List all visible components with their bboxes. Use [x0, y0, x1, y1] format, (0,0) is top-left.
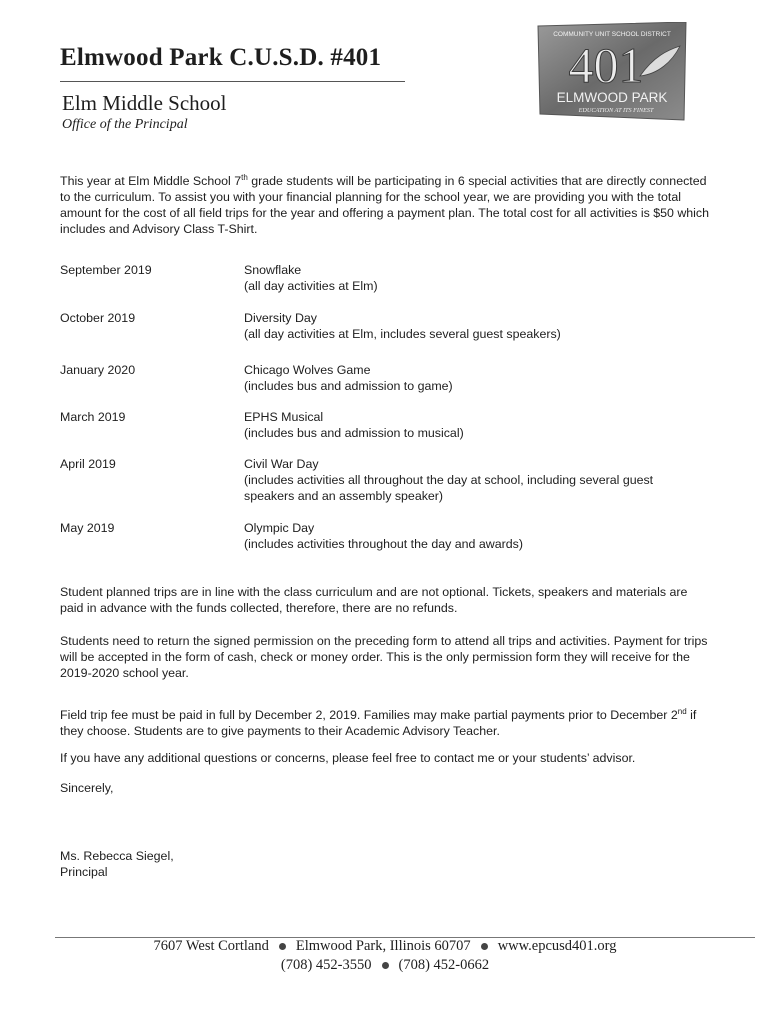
intro-paragraph: This year at Elm Middle School 7th grade students will be participating in 6 special activities that are directly connected to the curriculum. To assist you with your financial planning for the school year, we are providing you with the total amount for the cost of all field trips for the year and offering a payment plan. The total cost for all activities is $50 which includes and Advisory Class T-Shirt. — [60, 173, 710, 237]
permission-paragraph: Students need to return the signed permission on the preceding form to attend all trips and activities. Payment for trips will be accepted in the form of cash, check or money order. This is the only permission form they will receive for the 2019-2020 school year. — [60, 634, 708, 680]
trip-details: (includes activities all throughout the day at school, including several guest speakers and an assembly speaker) — [244, 473, 654, 503]
header-divider — [60, 81, 405, 82]
school-name: Elm Middle School — [62, 91, 227, 115]
district-name: Elmwood Park C.U.S.D. #401 — [60, 44, 382, 71]
trip-details: (all day activities at Elm, includes several guest speakers) — [244, 327, 561, 341]
trip-name: Olympic Day — [244, 521, 315, 535]
trip-date: April 2019 — [60, 457, 116, 471]
trip-name: Snowflake — [244, 263, 302, 277]
trip-name: Chicago Wolves Game — [244, 363, 371, 377]
logo-tagline: EDUCATION AT ITS FINEST — [578, 107, 654, 114]
trip-name: Diversity Day — [244, 311, 317, 325]
logo-number: 401 — [568, 37, 644, 93]
signer-title: Principal — [60, 865, 108, 879]
trip-date: January 2020 — [60, 363, 136, 377]
trip-date: October 2019 — [60, 311, 136, 325]
logo-top-text: COMMUNITY UNIT SCHOOL DISTRICT — [553, 31, 671, 38]
footer-phone-line — [0, 956, 770, 975]
trips-policy-paragraph: Student planned trips are in line with the class curriculum and are not optional. Tickets, speakers and materials are paid in advance with the funds collected, therefore, there are no refunds. — [60, 585, 688, 615]
trip-date: May 2019 — [60, 521, 115, 535]
office-line: Office of the Principal — [62, 117, 188, 132]
footer-website: www.epcusd401.org — [497, 938, 617, 954]
trip-name: EPHS Musical — [244, 410, 324, 424]
footer-street: 7607 West Cortland — [153, 938, 269, 954]
trip-date: September 2019 — [60, 263, 152, 277]
trip-name: Civil War Day — [244, 457, 319, 471]
trip-details: (includes bus and admission to musical) — [244, 426, 464, 440]
footer-fax: (708) 452-0662 — [398, 957, 490, 973]
trip-date: March 2019 — [60, 410, 126, 424]
footer-address-line — [0, 937, 770, 956]
closing: Sincerely, — [60, 781, 114, 795]
signer-name: Ms. Rebecca Siegel, — [60, 849, 174, 863]
footer-phone: (708) 452-3550 — [280, 957, 372, 973]
questions-paragraph: If you have any additional questions or concerns, please feel free to contact me or your students’ advisor. — [60, 751, 636, 765]
logo-name: ELMWOOD PARK — [556, 90, 668, 105]
bullet-icon — [279, 943, 286, 950]
fee-paragraph: Field trip fee must be paid in full by December 2, 2019. Families may make partial payments prior to December 2nd if they choose. Students are to give payments to their Academic Advisory Teacher. — [60, 707, 697, 739]
bullet-icon — [382, 962, 389, 969]
trip-details: (includes bus and admission to game) — [244, 379, 453, 393]
footer — [0, 937, 770, 975]
footer-city: Elmwood Park, Illinois 60707 — [295, 938, 471, 954]
bullet-icon — [481, 943, 488, 950]
trip-details: (includes activities throughout the day and awards) — [244, 537, 523, 551]
trip-details: (all day activities at Elm) — [244, 279, 378, 293]
district-logo — [536, 22, 688, 122]
